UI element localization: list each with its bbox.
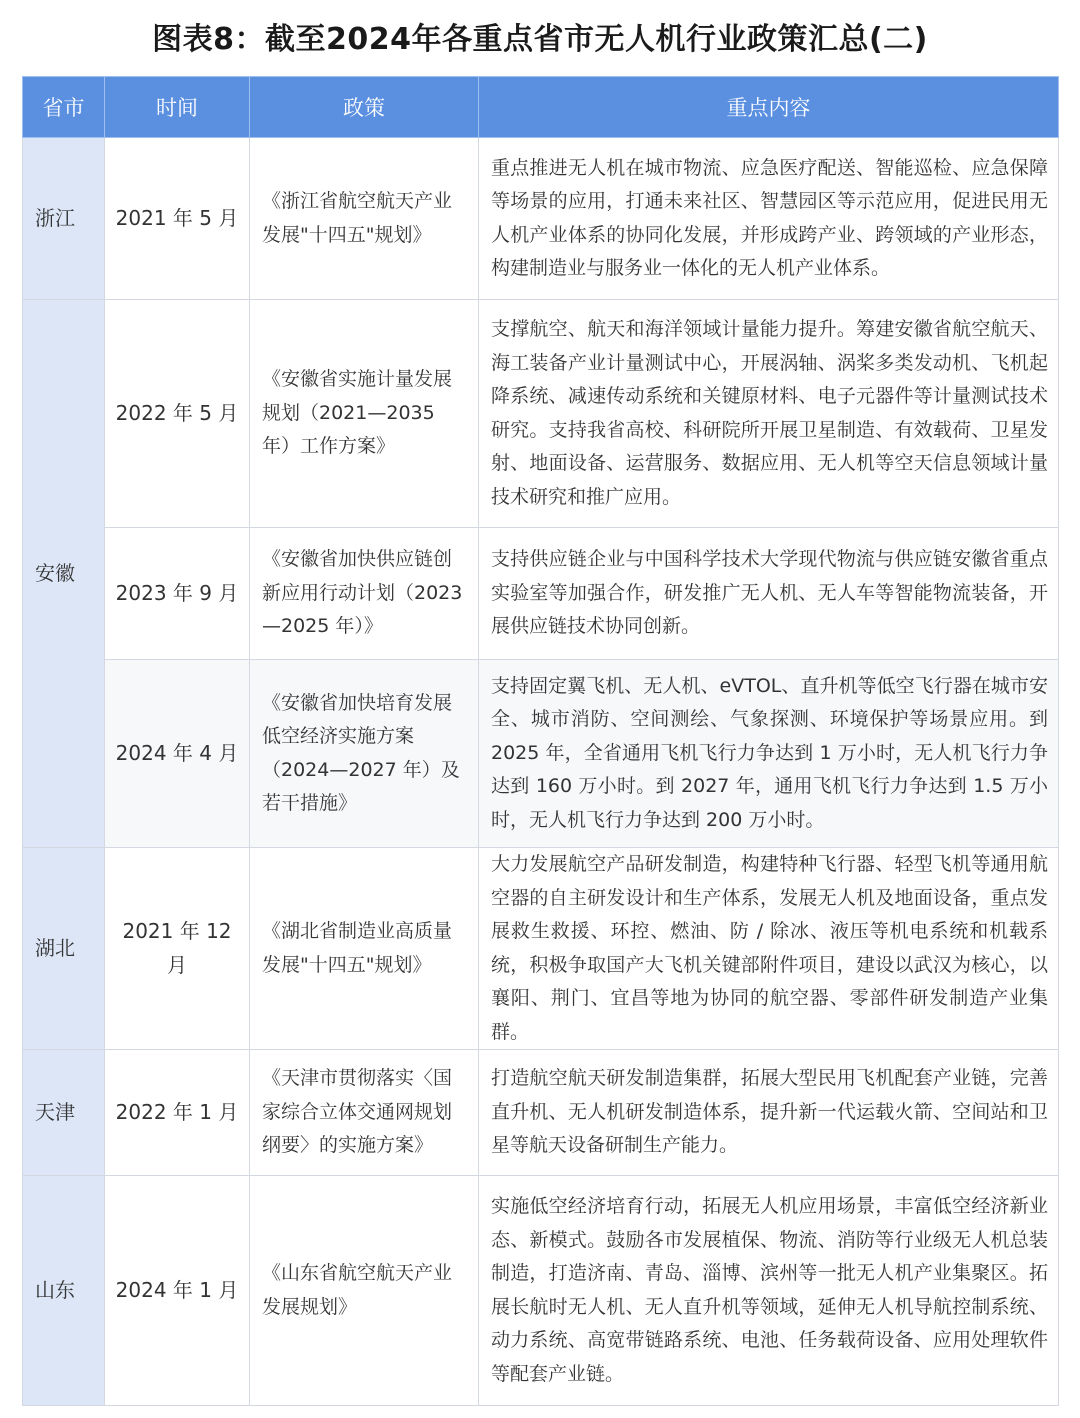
time-cell: 2024 年 1 月 (105, 1176, 250, 1406)
policy-cell: 《山东省航空航天产业发展规划》 (250, 1176, 479, 1406)
table-row (23, 848, 1059, 1050)
policy-cell: 《天津市贯彻落实〈国家综合立体交通网规划纲要〉的实施方案》 (250, 1050, 479, 1176)
policy-cell: 《安徽省实施计量发展规划（2021—2035 年）工作方案》 (250, 300, 479, 528)
content-cell: 重点推进无人机在城市物流、应急医疗配送、智能巡检、应急保障等场景的应用，打通未来社区、智慧园区等示范应用，促进民用无人机产业体系的协同化发展，并形成跨产业、跨领域的产业形态，构建制造业与服务业一体化的无人机产业体系。 (479, 138, 1059, 300)
table-row (23, 1050, 1059, 1176)
header-time: 时间 (105, 77, 250, 138)
content-cell: 大力发展航空产品研发制造，构建特种飞行器、轻型飞机等通用航空器的自主研发设计和生产体系，发展无人机及地面设备，重点发展救生救援、环控、燃油、防 / 除冰、液压等机电系统和机载系统，积极争取国产大飞机关键部附件项目，建设以武汉为核心，以襄阳、荆门、宜昌等地为协同的航空器、零部件研发制造产业集群。 (479, 848, 1059, 1050)
table-row (23, 528, 1059, 660)
time-cell: 2024 年 4 月 (105, 660, 250, 848)
table-row (23, 660, 1059, 848)
table-row (23, 300, 1059, 528)
content-cell: 支撑航空、航天和海洋领域计量能力提升。筹建安徽省航空航天、海工装备产业计量测试中心，开展涡轴、涡桨多类发动机、飞机起降系统、减速传动系统和关键原材料、电子元器件等计量测试技术研究。支持我省高校、科研院所开展卫星制造、有效载荷、卫星发射、地面设备、运营服务、数据应用、无人机等空天信息领域计量技术研究和推广应用。 (479, 300, 1059, 528)
content-cell: 实施低空经济培育行动，拓展无人机应用场景，丰富低空经济新业态、新模式。鼓励各市发展植保、物流、消防等行业级无人机总装制造，打造济南、青岛、淄博、滨州等一批无人机产业集聚区。拓展长航时无人机、无人直升机等领域，延伸无人机导航控制系统、动力系统、高宽带链路系统、电池、任务载荷设备、应用处理软件等配套产业链。 (479, 1176, 1059, 1406)
header-province: 省市 (23, 77, 105, 138)
policy-cell: 《浙江省航空航天产业发展"十四五"规划》 (250, 138, 479, 300)
header-content: 重点内容 (479, 77, 1059, 138)
policy-cell: 《湖北省制造业高质量发展"十四五"规划》 (250, 848, 479, 1050)
province-cell: 天津 (23, 1050, 105, 1176)
table-row (23, 1176, 1059, 1406)
policy-cell: 《安徽省加快培育发展低空经济实施方案（2024—2027 年）及若干措施》 (250, 660, 479, 848)
time-cell: 2022 年 1 月 (105, 1050, 250, 1176)
province-cell: 山东 (23, 1176, 105, 1406)
table-header-row (23, 77, 1059, 138)
content-cell: 支持固定翼飞机、无人机、eVTOL、直升机等低空飞行器在城市安全、城市消防、空间测绘、气象探测、环境保护等场景应用。到 2025 年，全省通用飞机飞行力争达到 1 万小时，无人机飞行力争达到 160 万小时。到 2027 年，通用飞机飞行力争达到 1.5 万小时，无人机飞行力争达到 200 万小时。 (479, 660, 1059, 848)
province-cell: 湖北 (23, 848, 105, 1050)
header-policy: 政策 (250, 77, 479, 138)
time-cell: 2021 年 12 月 (105, 848, 250, 1050)
table-row (23, 138, 1059, 300)
province-cell: 浙江 (23, 138, 105, 300)
province-cell: 安徽 (23, 300, 105, 848)
time-cell: 2022 年 5 月 (105, 300, 250, 528)
time-cell: 2021 年 5 月 (105, 138, 250, 300)
content-cell: 支持供应链企业与中国科学技术大学现代物流与供应链安徽省重点实验室等加强合作，研发推广无人机、无人车等智能物流装备，开展供应链技术协同创新。 (479, 528, 1059, 660)
content-cell: 打造航空航天研发制造集群，拓展大型民用飞机配套产业链，完善直升机、无人机研发制造体系，提升新一代运载火箭、空间站和卫星等航天设备研制生产能力。 (479, 1050, 1059, 1176)
time-cell: 2023 年 9 月 (105, 528, 250, 660)
policy-table (22, 76, 1059, 1406)
chart-title: 图表8：截至2024年各重点省市无人机行业政策汇总(二) (152, 22, 928, 57)
policy-cell: 《安徽省加快供应链创新应用行动计划（2023—2025 年）》 (250, 528, 479, 660)
